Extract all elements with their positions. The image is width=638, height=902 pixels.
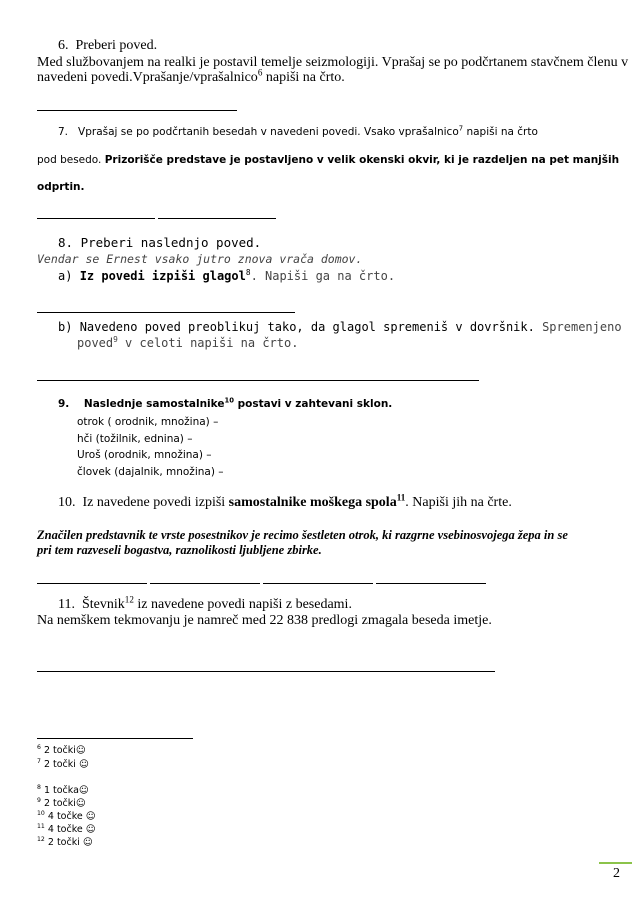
q7-instruction-text: Vprašaj se po podčrtanih besedah v navedeni povedi. Vsako vprašalnico — [78, 126, 459, 138]
q9-item: človek (dajalnik, množina) – — [77, 466, 224, 478]
q10-number: 10. — [58, 495, 76, 510]
footnote-number: 6 — [37, 743, 41, 751]
q10-answer-line-3[interactable] — [263, 583, 373, 584]
footnote-ref-12: 12 — [124, 594, 134, 605]
q10-bold: samostalnike moškega spola — [228, 495, 397, 510]
footnote-11 — [37, 824, 96, 835]
footnote-ref-6: 6 — [257, 67, 263, 78]
footnote-ref-10: 10 — [224, 396, 234, 405]
q7-number: 7. — [58, 126, 69, 138]
footnote-text: 4 točke ☺ — [47, 824, 96, 835]
footnote-number: 8 — [37, 783, 41, 791]
q11-text-end: iz navedene povedi napiši z besedami. — [133, 597, 352, 612]
q8a-answer-line[interactable] — [37, 312, 295, 313]
page-number: 2 — [613, 866, 620, 881]
q8b-instruction-cont — [77, 336, 298, 350]
footnote-10 — [37, 811, 96, 822]
q9-title-end: postavi v zahtevani sklon. — [233, 398, 393, 410]
q11-answer-line[interactable] — [37, 671, 495, 672]
q8a-instruction — [58, 269, 395, 283]
q8b-bold: Navedeno poved preoblikuj tako, da glagol spremeniš v dovršnik. — [79, 320, 535, 334]
q7-sentence-intro: pod besedo. — [37, 154, 105, 166]
footnote-ref-9: 9 — [113, 335, 118, 344]
q10-answer-line-1[interactable] — [37, 583, 147, 584]
q7-sentence — [37, 154, 619, 166]
footnote-separator — [37, 738, 193, 739]
q6-instruction-text-end: napiši na črto. — [262, 70, 345, 85]
footnote-text: 1 točka☺ — [43, 785, 89, 796]
q8b-instruction — [58, 320, 622, 334]
footnote-text: 2 točki☺ — [43, 798, 86, 809]
q6-instruction — [37, 67, 345, 86]
footnote-9 — [37, 798, 86, 809]
footnote-number: 9 — [37, 796, 41, 804]
q8a-rest: . Napiši ga na črto. — [250, 269, 396, 283]
q7-sentence-bold: Prizorišče predstave je postavljeno v velik okenski okvir, ki je razdeljen na pet manjših — [104, 154, 620, 166]
q7-instruction-text-end: napiši na črto — [463, 126, 538, 138]
q6-title: Preberi poved. — [75, 38, 158, 53]
page-number-accent-line — [599, 862, 632, 864]
q8-title: Preberi naslednjo poved. — [80, 235, 262, 250]
footnote-number: 12 — [37, 835, 45, 843]
q8-number: 8. — [58, 235, 74, 250]
q7-sentence-cont — [37, 181, 85, 193]
footnote-number: 7 — [37, 757, 41, 765]
footnote-ref-11: 11 — [396, 492, 406, 503]
q11-sentence: Na nemškem tekmovanju je namreč med 22 838 predlogi zmagala beseda imetje. — [37, 613, 492, 628]
q9-title: Naslednje samostalnike — [83, 398, 225, 410]
q10-text-end: . Napiši jih na črte. — [405, 495, 512, 510]
footnote-text: 2 točki ☺ — [47, 837, 93, 848]
q8b-cont-text-end: v celoti napiši na črto. — [117, 336, 299, 350]
q9-item: hči (tožilnik, ednina) – — [77, 433, 193, 445]
q8-sentence: Vendar se Ernest vsako jutro znova vrača domov. — [37, 252, 363, 266]
q6-number: 6. — [58, 38, 69, 53]
footnote-text: 2 točki☺ — [43, 745, 86, 756]
q11-instruction — [58, 594, 352, 613]
q7-sentence-bold-end: odprtin. — [37, 181, 85, 193]
q9-number: 9. — [58, 398, 70, 410]
footnote-ref-7: 7 — [458, 124, 464, 133]
q9-item: otrok ( orodnik, množina) – — [77, 416, 219, 428]
q8b-answer-line[interactable] — [37, 380, 479, 381]
footnote-ref-8: 8 — [245, 268, 251, 277]
q11-text: Števnik — [81, 597, 125, 612]
footnote-text: 4 točke ☺ — [47, 811, 96, 822]
q7-answer-line-2[interactable] — [158, 218, 276, 219]
footnote-7 — [37, 759, 89, 770]
q10-instruction — [58, 492, 512, 511]
q9-item: Uroš (orodnik, množina) – — [77, 449, 212, 461]
q6-instruction-text: navedeni povedi.Vprašanje/vprašalnico — [37, 70, 258, 85]
q7-answer-line-1[interactable] — [37, 218, 155, 219]
q10-text: Iz navedene povedi izpiši — [82, 495, 229, 510]
q10-quote-line-1: Značilen predstavnik te vrste posestnikov je recimo šestleten otrok, ki razgrne vsebinosvojega žepa in se — [37, 528, 568, 542]
footnote-8 — [37, 785, 89, 796]
footnote-number: 10 — [37, 809, 45, 817]
q6-answer-line[interactable] — [37, 110, 237, 111]
q8b-rest: Spremenjeno — [534, 320, 622, 334]
footnote-12 — [37, 837, 93, 848]
q8a-label: a) — [58, 269, 73, 283]
footnote-number: 11 — [37, 822, 45, 830]
footnote-text: 2 točki ☺ — [43, 759, 89, 770]
q10-answer-line-4[interactable] — [376, 583, 486, 584]
q8a-bold: Iz povedi izpiši glagol — [79, 269, 246, 283]
q7-instruction — [58, 126, 538, 138]
q10-quote-line-2: pri tem razveseli bogastva, raznolikosti ljubljene zbirke. — [37, 543, 322, 557]
q9-heading — [58, 398, 392, 410]
q6-sentence: Med službovanjem na realki je postavil temelje seizmologiji. Vprašaj se po podčrtanem stavčnem členu v — [37, 55, 629, 70]
q8-heading — [58, 235, 261, 250]
q8b-cont-text: poved — [77, 336, 114, 350]
footnote-6 — [37, 745, 86, 756]
q11-number: 11. — [58, 597, 75, 612]
q10-answer-line-2[interactable] — [150, 583, 260, 584]
q8b-label: b) — [58, 320, 73, 334]
q6-heading — [58, 38, 157, 54]
